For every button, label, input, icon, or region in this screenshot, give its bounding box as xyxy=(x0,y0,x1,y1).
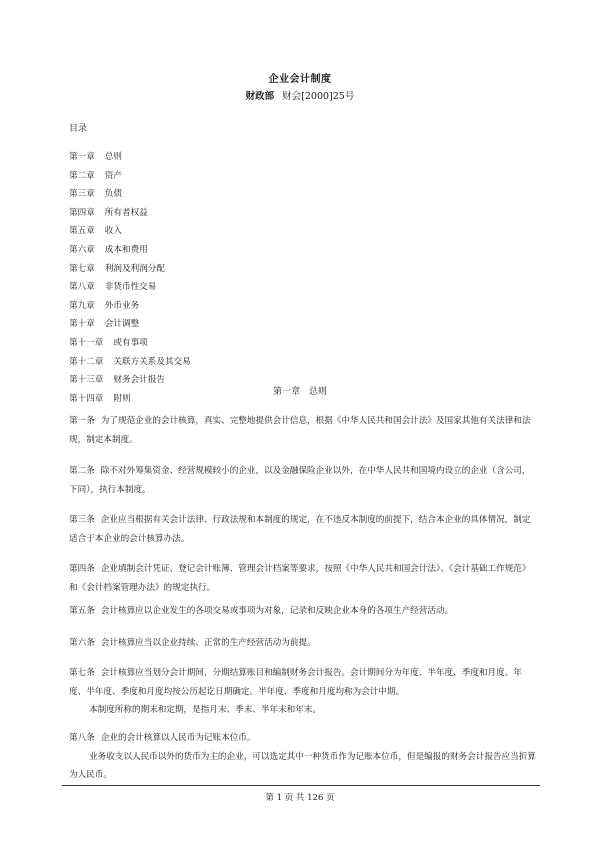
article-8 xyxy=(69,729,539,785)
toc-chapter-name: 外币业务 xyxy=(104,300,140,311)
article-text: 企业应当根据有关会计法律、行政法规和本制度的规定，在不违反本制度的前提下，结合本企业的具体情况，制定适合于本企业的会计核算办法。 xyxy=(69,515,531,544)
toc-chapter-number: 第十三章 xyxy=(69,375,104,386)
article-text: 会计核算应当划分会计期间，分期结算账目和编制财务会计报告。会计期间分为年度、半年度、季度和月度。年度、半年度、季度和月度均按公历起讫日期确定。半年度、季度和月度均称为会计中期。 xyxy=(69,668,522,697)
toc-chapter-name: 负债 xyxy=(104,189,122,200)
article-1 xyxy=(69,412,539,449)
article-extra-text: 业务收支以人民币以外的货币为主的企业，可以选定其中一种货币作为记账本位币，但是编报的财务会计报告应当折算为人民币。 xyxy=(69,751,536,780)
article-text: 会计核算应以企业发生的各项交易或事项为对象，记录和反映企业本身的各项生产经营活动。 xyxy=(100,606,454,616)
toc-chapter-number: 第四章 xyxy=(69,207,95,218)
toc-item[interactable] xyxy=(69,317,191,336)
toc-chapter-name: 财务会计报告 xyxy=(113,375,165,386)
toc-chapter-number: 第三章 xyxy=(69,189,95,200)
document-title: 企业会计制度 xyxy=(268,74,332,85)
issuing-department: 财政部 xyxy=(245,91,275,102)
article-6 xyxy=(69,634,539,653)
toc-chapter-name: 利润及利润分配 xyxy=(104,263,165,274)
toc-item[interactable] xyxy=(69,299,191,318)
table-of-contents xyxy=(69,150,191,410)
toc-chapter-number: 第六章 xyxy=(69,244,95,255)
toc-chapter-number: 第五章 xyxy=(69,226,95,237)
toc-chapter-name: 收入 xyxy=(104,226,122,237)
page-footer: 第 1 页 共 126 页 xyxy=(265,793,335,803)
toc-item[interactable] xyxy=(69,355,191,374)
toc-item[interactable] xyxy=(69,243,191,262)
article-number: 第一条 xyxy=(69,416,95,426)
toc-chapter-number: 第十章 xyxy=(69,319,95,330)
article-7 xyxy=(69,664,539,720)
toc-chapter-number: 第十一章 xyxy=(69,337,104,348)
toc-item[interactable] xyxy=(69,150,191,169)
toc-chapter-number: 第十二章 xyxy=(69,356,104,367)
toc-item[interactable] xyxy=(69,206,191,225)
article-number: 第四条 xyxy=(69,564,95,574)
article-number: 第七条 xyxy=(69,668,95,678)
article-extra-text: 本制度所称的期末和定期，是指月末、季末、半年末和年末。 xyxy=(89,705,322,715)
toc-chapter-number: 第十四章 xyxy=(69,393,104,404)
toc-item[interactable] xyxy=(69,336,191,355)
toc-chapter-number: 第八章 xyxy=(69,282,95,293)
toc-chapter-name: 所有者权益 xyxy=(104,207,148,218)
article-text: 企业的会计核算以人民币为记账本位币。 xyxy=(100,733,256,743)
article-number: 第八条 xyxy=(69,733,95,743)
toc-chapter-name: 或有事项 xyxy=(113,337,148,348)
article-text: 会计核算应当以企业持续、正常的生产经营活动为前提。 xyxy=(100,638,316,648)
article-5 xyxy=(69,602,539,621)
chapter-heading: 第一章 总则 xyxy=(273,387,327,397)
article-2 xyxy=(69,462,539,499)
toc-chapter-name: 成本和费用 xyxy=(104,244,148,255)
article-text: 为了规范企业的会计核算，真实、完整地提供会计信息，根据《中华人民共和国会计法》及国家其他有关法律和法规，制定本制度。 xyxy=(69,416,531,445)
toc-chapter-name: 非货币性交易 xyxy=(104,282,157,293)
toc-chapter-name: 附则 xyxy=(113,393,131,404)
toc-chapter-name: 总则 xyxy=(104,152,122,162)
article-text: 企业填制会计凭证、登记会计账簿、管理会计档案等要求，按照《中华人民共和国会计法》、《会计基础工作规范》和《会计档案管理办法》的规定执行。 xyxy=(69,564,531,593)
toc-chapter-name: 关联方关系及其交易 xyxy=(113,356,191,367)
toc-item[interactable] xyxy=(69,224,191,243)
toc-chapter-number: 第二章 xyxy=(69,170,95,181)
article-number: 第二条 xyxy=(69,466,95,476)
toc-heading: 目录 xyxy=(69,124,88,134)
toc-chapter-name: 会计调整 xyxy=(104,319,140,330)
footer-divider xyxy=(62,785,540,786)
toc-item[interactable] xyxy=(69,262,191,281)
toc-item[interactable] xyxy=(69,280,191,299)
toc-item[interactable] xyxy=(69,187,191,206)
toc-chapter-number: 第七章 xyxy=(69,263,95,274)
document-number: 财会[2000]25号 xyxy=(282,91,355,102)
toc-chapter-number: 第九章 xyxy=(69,300,95,311)
article-3 xyxy=(69,511,539,548)
toc-item[interactable] xyxy=(69,169,191,188)
article-number: 第三条 xyxy=(69,515,95,525)
article-number: 第六条 xyxy=(69,638,95,648)
document-subtitle xyxy=(0,88,600,102)
article-text: 除不对外筹集资金、经营规模较小的企业，以及金融保险企业以外，在中华人民共和国境内设立的企业（含公司，下同），执行本制度。 xyxy=(69,466,531,495)
article-number: 第五条 xyxy=(69,606,95,616)
article-4 xyxy=(69,560,539,597)
toc-chapter-name: 资产 xyxy=(104,170,122,181)
toc-chapter-number: 第一章 xyxy=(69,152,95,162)
